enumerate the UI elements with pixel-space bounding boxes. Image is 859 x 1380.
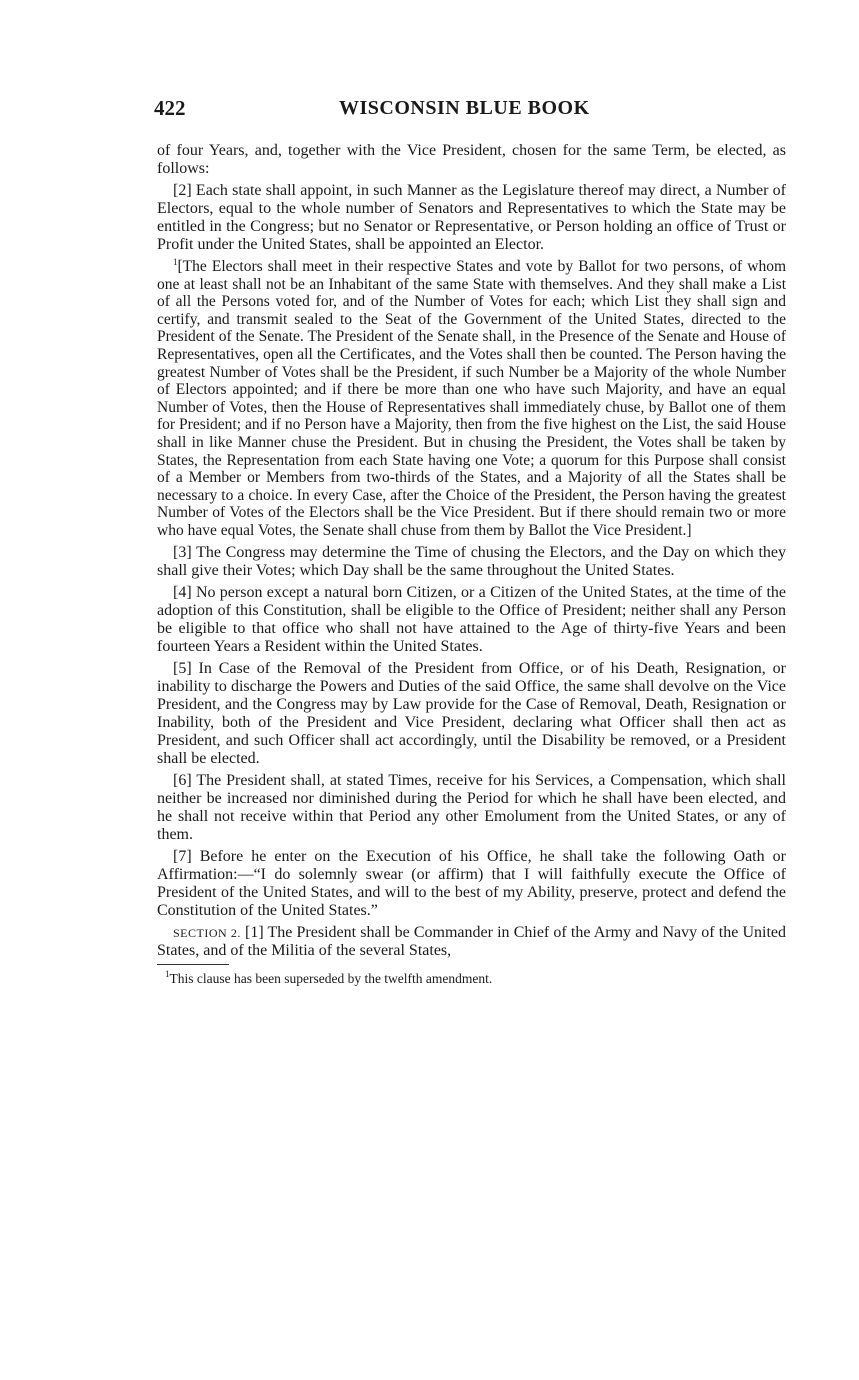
- paragraph-continuation: of four Years, and, together with the Vice President, chosen for the same Term, be elected, as follows:: [157, 142, 786, 177]
- footnote-ref: 1: [173, 257, 178, 267]
- footnote-mark: 1: [165, 968, 170, 979]
- paragraph-clause-2: [2] Each state shall appoint, in such Manner as the Legislature thereof may direct, a Number of Electors, equal to the whole number of Senators and Representatives to which the State may be entitled in the Congress; but no Senator or Representative, or Person holding an office of Trust or Profit under the United States, shall be appointed an Elector.: [157, 182, 786, 253]
- page-header: [154, 96, 794, 126]
- running-head: WISCONSIN BLUE BOOK: [339, 97, 590, 119]
- paragraph-clause-4: [4] No person except a natural born Citizen, or a Citizen of the United States, at the time of the adoption of this Constitution, shall be eligible to the Office of President; neither shall any Person be eligible to that office who shall not have attained to the Age of thirty-five Years and been fourteen Years a Resident within the United States.: [157, 583, 786, 655]
- paragraph-clause-3: [3] The Congress may determine the Time of chusing the Electors, and the Day on which they shall give their Votes; which Day shall be the same throughout the United States.: [157, 543, 786, 579]
- section-2-text: [1] The President shall be Commander in Chief of the Army and Navy of the United States, and of the Militia of the several States,: [157, 923, 786, 959]
- footnote-text: This clause has been superseded by the twelfth amendment.: [169, 970, 493, 986]
- paragraph-clause-6: [6] The President shall, at stated Times, receive for his Services, a Compensation, which shall neither be increased nor diminished during the Period for which he shall have been elected, and he shall not receive within that Period any other Emolument from the United States, or any of them.: [157, 771, 786, 843]
- paragraph-clause-7: [7] Before he enter on the Execution of his Office, he shall take the following Oath or Affirmation:—“I do solemnly swear (or affirm) that I will faithfully execute the Office of President of the United States, and will to the best of my Ability, preserve, protect and defend the Constitution of the United States.”: [157, 847, 786, 919]
- paragraph-electors-text: [The Electors shall meet in their respective States and vote by Ballot for two persons, of whom one at least shall not be an Inhabitant of the same State with themselves. And they shall make a List of all the Persons voted for, and of the Number of Votes for each; which List they shall sign and certify, and transmit sealed to the Seat of the Government of the United States, directed to the President of the Senate. The President of the Senate shall, in the Presence of the Senate and House of Representatives, open all the Certificates, and the Votes shall then be counted. The Person having the greatest Number of Votes shall be the President, if such Number be a Majority of the whole Number of Electors appointed; and if there be more than one who have such Majority, and have an equal Number of Votes, then the House of Representatives shall immediately chuse, by Ballot one of them for President; and if no Person have a Majority, then from the five highest on the List, the said House shall in like Manner chuse the President. But in chusing the President, the Votes shall be taken by States, the Representation from each State having one Vote; a quorum for this Purpose shall consist of a Member or Members from two-thirds of the States, and a Majority of all the States shall be necessary to a choice. In every Case, after the Choice of the President, the Person having the greatest Number of Votes of the Electors shall be the Vice President. But if there should remain two or more who have equal Votes, the Senate shall chuse from them by Ballot the Vice President.]: [157, 258, 786, 539]
- paragraph-clause-5: [5] In Case of the Removal of the President from Office, or of his Death, Resignation, or inability to discharge the Powers and Duties of the said Office, the same shall devolve on the Vice President, and the Congress may by Law provide for the Case of Removal, Death, Resignation or Inability, both of the President and Vice President, declaring what Officer shall then act as President, and such Officer shall act accordingly, until the Disability be removed, or a President shall be elected.: [157, 659, 786, 767]
- paragraph-section-2: [157, 924, 786, 960]
- page-number: 422: [154, 96, 186, 120]
- footnote-divider: [157, 964, 229, 965]
- section-label: SECTION 2.: [173, 925, 241, 940]
- paragraph-electors: [157, 258, 786, 540]
- body-text: [157, 142, 786, 987]
- footnote: [157, 968, 786, 987]
